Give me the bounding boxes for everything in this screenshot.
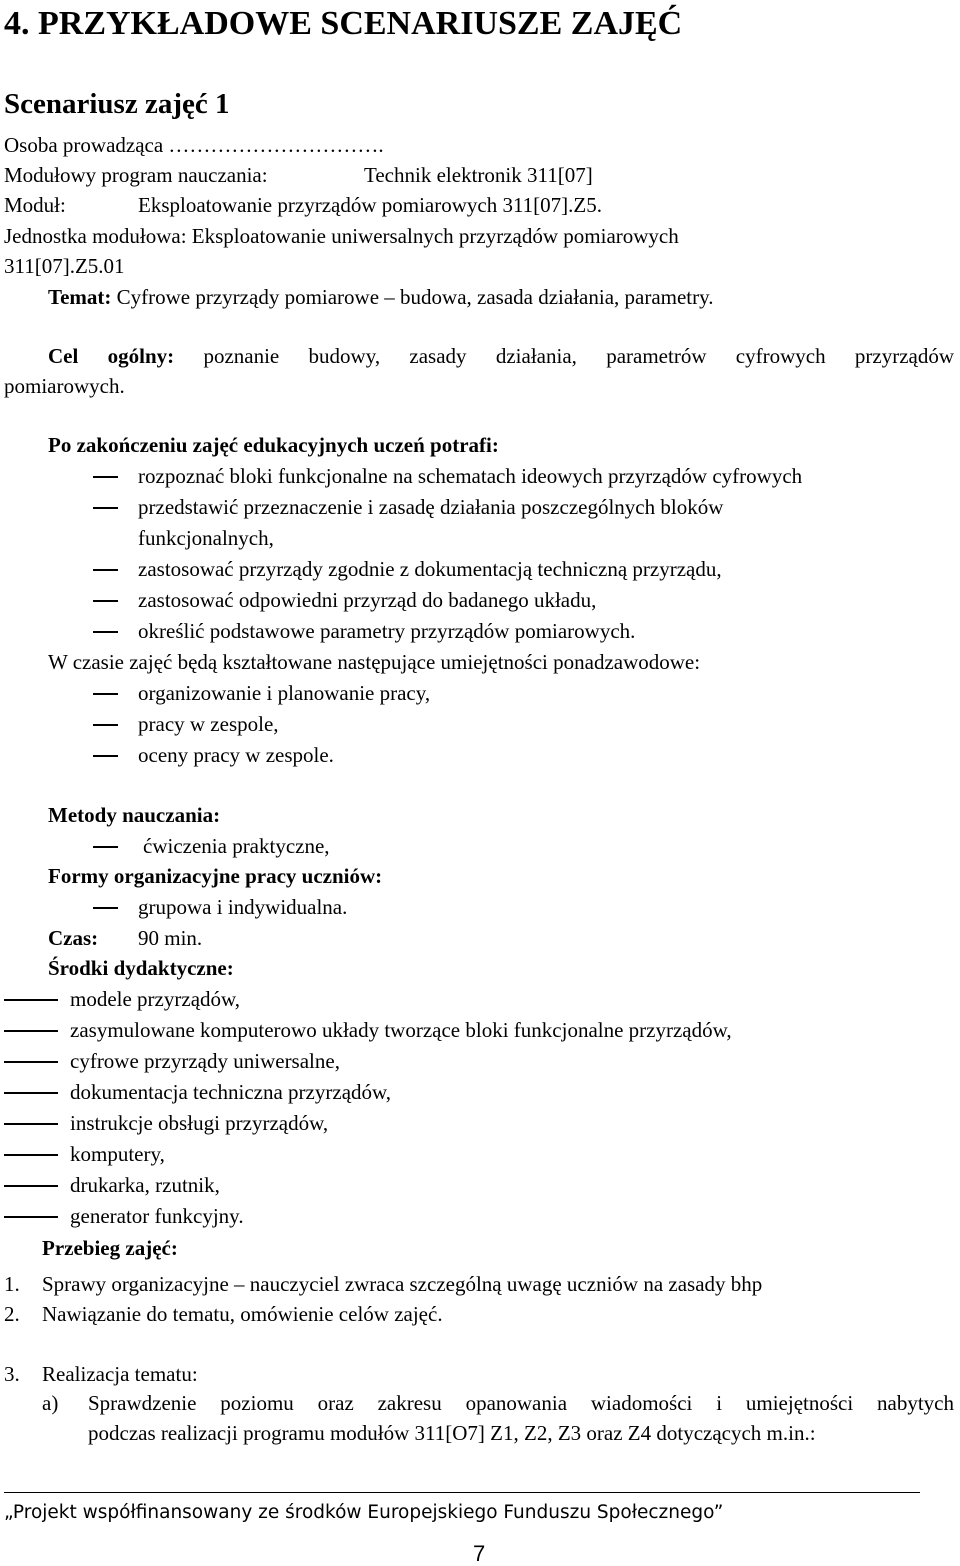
time-value: 90 min. bbox=[138, 926, 203, 950]
goal-text-1: poznanie budowy, zasady działania, parametrów cyfrowych przyrządów bbox=[203, 344, 955, 368]
step-number: 2. bbox=[4, 1302, 20, 1326]
dash-bullet bbox=[93, 724, 118, 726]
leader-label: Osoba prowadząca bbox=[4, 133, 164, 157]
goal-line-1 bbox=[48, 346, 954, 367]
outcomes-heading: Po zakończeniu zajęć edukacyjnych uczeń potrafi: bbox=[48, 433, 499, 457]
means-item: cyfrowe przyrządy uniwersalne, bbox=[70, 1049, 340, 1073]
outcome-item: zastosować odpowiedni przyrząd do badanego układu, bbox=[138, 588, 597, 612]
step-text: Nawiązanie do tematu, omówienie celów zajęć. bbox=[42, 1302, 443, 1326]
means-item: instrukcje obsługi przyrządów, bbox=[70, 1111, 329, 1135]
dash-bullet bbox=[93, 507, 118, 509]
substep-line-2: podczas realizacji programu modułów 311[O7] Z1, Z2, Z3 oraz Z4 dotyczących m.in.: bbox=[88, 1421, 816, 1445]
means-item: modele przyrządów, bbox=[70, 987, 241, 1011]
means-label: Środki dydaktyczne: bbox=[48, 956, 234, 980]
dash-bullet bbox=[93, 846, 118, 848]
means-item: generator funkcyjny. bbox=[70, 1204, 244, 1228]
outcome-item-continued: funkcjonalnych, bbox=[138, 526, 274, 550]
dash-bullet bbox=[93, 693, 118, 695]
dash-bullet bbox=[93, 631, 118, 633]
dash-bullet bbox=[93, 569, 118, 571]
dash-bullet bbox=[4, 1061, 58, 1063]
dash-bullet bbox=[4, 999, 58, 1001]
goal-label: Cel ogólny: bbox=[48, 344, 175, 368]
unit-line-2: 311[07].Z5.01 bbox=[4, 254, 125, 278]
step-number: 1. bbox=[4, 1272, 20, 1296]
unit-line-1: Jednostka modułowa: Eksploatowanie uniwersalnych przyrządów pomiarowych bbox=[4, 224, 679, 248]
means-item: komputery, bbox=[70, 1142, 165, 1166]
program-value: Technik elektronik 311[07] bbox=[364, 163, 593, 187]
section-heading: 4. PRZYKŁADOWE SCENARIUSZE ZAJĘĆ bbox=[4, 5, 683, 42]
outcome-item: przedstawić przeznaczenie i zasadę działania poszczególnych bloków bbox=[138, 495, 724, 519]
dash-bullet bbox=[4, 1154, 58, 1156]
page-number: 7 bbox=[473, 1541, 486, 1566]
skill-item: organizowanie i planowanie pracy, bbox=[138, 681, 431, 705]
means-item: dokumentacja techniczna przyrządów, bbox=[70, 1080, 392, 1104]
leader-dots: …………………………. bbox=[168, 133, 384, 157]
step-number: 3. bbox=[4, 1362, 20, 1386]
outcome-item: określić podstawowe parametry przyrządów pomiarowych. bbox=[138, 619, 636, 643]
scenario-title: Scenariusz zajęć 1 bbox=[4, 88, 230, 120]
substep-letter: a) bbox=[42, 1391, 59, 1415]
topic-label: Temat: bbox=[48, 285, 112, 309]
footer-project: „Projekt współfinansowany ze środków Europejskiego Funduszu Społecznego” bbox=[4, 1502, 724, 1523]
topic-line bbox=[48, 287, 714, 308]
skill-item: oceny pracy w zespole. bbox=[138, 743, 334, 767]
goal-text-2: pomiarowych. bbox=[4, 374, 125, 398]
forms-item: grupowa i indywidualna. bbox=[138, 895, 348, 919]
means-item: drukarka, rzutnik, bbox=[70, 1173, 220, 1197]
step-text: Sprawy organizacyjne – nauczyciel zwraca szczególną uwagę uczniów na zasady bhp bbox=[42, 1272, 763, 1296]
outcome-item: zastosować przyrządy zgodnie z dokumentacją techniczną przyrządu, bbox=[138, 557, 722, 581]
leader-line bbox=[4, 135, 384, 156]
program-label: Modułowy program nauczania: bbox=[4, 163, 268, 187]
means-item: zasymulowane komputerowo układy tworzące bloki funkcjonalne przyrządów, bbox=[70, 1018, 732, 1042]
substep-line-1: Sprawdzenie poziomu oraz zakresu opanowania wiadomości i umiejętności nabytych bbox=[88, 1391, 954, 1415]
skills-heading: W czasie zajęć będą kształtowane następujące umiejętności ponadzawodowe: bbox=[48, 650, 701, 674]
dash-bullet bbox=[93, 907, 118, 909]
skill-item: pracy w zespole, bbox=[138, 712, 279, 736]
dash-bullet bbox=[4, 1030, 58, 1032]
dash-bullet bbox=[4, 1123, 58, 1125]
methods-item: ćwiczenia praktyczne, bbox=[143, 834, 330, 858]
outcome-item: rozpoznać bloki funkcjonalne na schematach ideowych przyrządów cyfrowych bbox=[138, 464, 803, 488]
dash-bullet bbox=[4, 1185, 58, 1187]
step-text: Realizacja tematu: bbox=[42, 1362, 198, 1386]
footer-rule bbox=[4, 1492, 920, 1493]
dash-bullet bbox=[4, 1216, 58, 1218]
dash-bullet bbox=[93, 476, 118, 478]
topic-text: Cyfrowe przyrządy pomiarowe – budowa, zasada działania, parametry. bbox=[116, 285, 714, 309]
module-label: Moduł: bbox=[4, 193, 66, 217]
dash-bullet bbox=[4, 1092, 58, 1094]
methods-label: Metody nauczania: bbox=[48, 803, 221, 827]
module-value: Eksploatowanie przyrządów pomiarowych 311[07].Z5. bbox=[138, 193, 602, 217]
dash-bullet bbox=[93, 755, 118, 757]
dash-bullet bbox=[93, 600, 118, 602]
course-label: Przebieg zajęć: bbox=[42, 1236, 178, 1260]
forms-label: Formy organizacyjne pracy uczniów: bbox=[48, 864, 383, 888]
time-label: Czas: bbox=[48, 926, 99, 950]
